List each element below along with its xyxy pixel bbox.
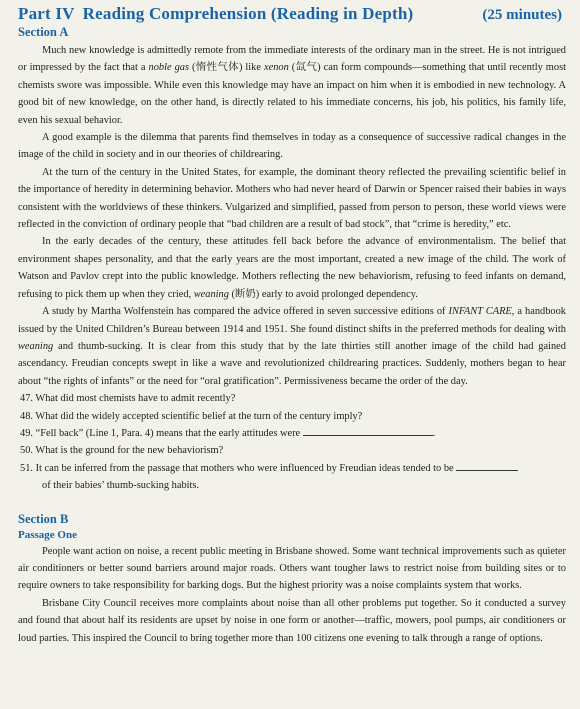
section-a-paragraph-3: At the turn of the century in the United States, for example, the dominant theory reflected the prevailing scientific belief in the importance of heredity in determining behavior. Mothers who had never heard of Darwin or Spencer raised their babies in ways consistent with the worldviews of these thinkers. Vulgarized and simplified, passed from person to person, these world views were reflected in the conviction of ordinary people that “bad children are a result of bad stock”, that “crime is heredity,” etc. (18, 166, 566, 231)
question-51-text-end: of their babies’ thumb-sucking habits. (42, 480, 200, 492)
section-a-paragraph-2: A good example is the dilemma that parents find themselves in today as a consequence of successive radical changes in the image of the child in society and in our theories of childrearing. (18, 132, 566, 161)
question-47: 47. What did most chemists have to admit recently? (20, 393, 236, 405)
section-a-paragraph-1: Much new knowledge is admittedly remote from the immediate interests of the ordinary man in the street. He is not intrigued or impressed by the fact that a noble gas (惰性气体) like xenon (氙气) can form compounds—something that until recently most chemists swore was impossible. While even this knowledge may have an impact on him when it is embodied in new technology. A good bit of new knowledge, on the other hand, is directly related to his immediate concerns, his job, his politics, his family life, even his sexual behavior. (18, 45, 567, 126)
part-name: Reading Comprehension (Reading in Depth) (82, 4, 414, 23)
section-a-heading: Section A (18, 25, 69, 39)
question-51 (18, 460, 566, 477)
question-51-continued (18, 477, 566, 494)
part-title (18, 4, 413, 24)
question-50: 50. What is the ground for the new behaviorism? (20, 445, 224, 457)
question-51-text: 51. It can be inferred from the passage that mothers who were influenced by Freudian ideas tended to be (20, 462, 454, 474)
section-b-paragraph-2: Brisbane City Council receives more complaints about noise than all other problems put together. So it conducted a survey and found that about half its residents are upset by noise in one form or another—traffic, mowers, pool pumps, air conditioners or loud parties. This inspired the Council to bring together more than 100 citizens one evening to talk through a range of options. (18, 597, 566, 644)
section-b-paragraph-1: People want action on noise, a recent public meeting in Brisbane showed. Some want technical improvements such as quieter air conditioners or better sound barriers around major roads. Others want tougher laws to restrict noise from building sites or to require owners to take responsibility for barking dogs. But the highest priority was a noise complaints system that works. (18, 545, 566, 592)
section-a-paragraph-4: In the early decades of the century, these attitudes fell back before the advance of environmentalism. The belief that environment shapes personality, and that the early years are the most important, created a new image of the child. The work of Watson and Pavlov crept into the public knowledge. Mothers reflecting the new behaviorism, refusing to feed infants on demand, refusing to pick them up when they cried, weaning (断奶) early to avoid prolonged dependency. (18, 236, 566, 300)
part-header (18, 4, 566, 24)
answer-blank-49[interactable] (303, 425, 433, 436)
question-48: 48. What did the widely accepted scientific belief at the turn of the century imply? (20, 410, 363, 422)
section-a-paragraph-5: A study by Martha Wolfenstein has compared the advice offered in seven successive editions of INFANT CARE, a handbook issued by the United Children’s Bureau between 1914 and 1951. She found distinct shifts in the preferred methods for dealing with weaning and thumb-sucking. It is clear from this study that by the late thirties still another image of the child had gained ascendancy. Freudian concepts swept in like a wave and revolutionized childrearing practices. Suddenly, mothers began to hear about “the rights of infants” or the need for “oral gratification”. Permissiveness became the order of the day. (18, 306, 566, 387)
answer-blank-51[interactable] (456, 460, 518, 471)
section-b-heading: Section B (18, 511, 69, 526)
passage-one-heading: Passage One (18, 528, 77, 541)
question-49: 49. “Fell back” (Line 1, Para. 4) means that the early attitudes were . (18, 425, 566, 442)
section-gap (18, 495, 566, 511)
question-49-text: 49. “Fell back” (Line 1, Para. 4) means that the early attitudes were (20, 427, 301, 439)
part-number: Part IV (18, 4, 75, 23)
time-limit: (25 minutes) (482, 7, 562, 23)
